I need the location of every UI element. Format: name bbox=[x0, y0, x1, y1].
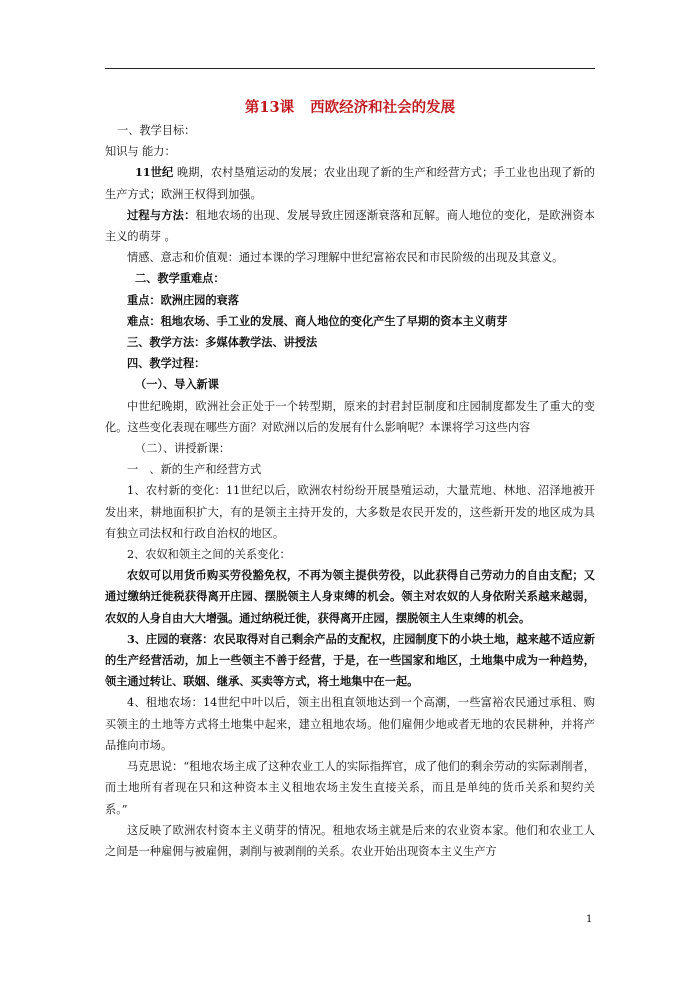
paragraph-process: 过程与方法：租地农场的出现、发展导致庄园逐渐衰落和瓦解。商人地位的变化，是欧洲资本主义的萌芽 。 bbox=[105, 207, 595, 244]
lesson-name: 西欧经济和社会的发展 bbox=[310, 99, 456, 116]
section-heading-methods: 三、教学方法：多媒体教学法、讲授法 bbox=[127, 335, 318, 350]
paragraph-knowledge: 11世纪 晚期，农村垦殖运动的发展；农业出现了新的生产和经营方式；手工业也出现了新的生产方式；欧洲王权得到加强。 bbox=[105, 165, 595, 201]
paragraph-intro: 中世纪晚期，欧洲社会正处于一个转型期，原来的封君封臣制度和庄园制度都发生了重大的变化。这些变化表现在哪些方面？对欧洲以后的发展有什么影响呢？本课将学习这些内容 bbox=[105, 399, 595, 434]
paragraph-reflect: 这反映了欧洲农村资本主义萌芽的情况。租地农场主就是后来的农业资本家。他们和农业工人之间是一种雇佣与被雇佣，剥削与被剥削的关系。农业开始出现资本主义生产方 bbox=[105, 823, 595, 858]
subsection-heading: 一 、新的生产和经营方式 bbox=[127, 463, 262, 477]
paragraph-decline: 3、庄园的衰落：农民取得对自己剩余产品的支配权，庄园制度下的小块土地，越来越不适应新的生产经营活动，加上一些领主不善于经营，于是，在一些国家和地区，土地集中成为一种趋势，领主通过转让、联姻、继承、买卖等方式，将土地集中在一起。 bbox=[105, 631, 595, 689]
century-label: 11世纪 bbox=[135, 165, 174, 180]
step-heading-lecture: （二）、讲授新课： bbox=[135, 442, 231, 456]
header-rule bbox=[105, 68, 595, 69]
section-heading-objectives: 一、教学目标： bbox=[117, 124, 196, 137]
paragraph-serf: 农奴可以用货币购买劳役豁免权，不再为领主提供劳役，以此获得自己劳动力的自由支配；又通过缴纳迁徙税获得离开庄园、摆脱领主人身束缚的机会。领主对农奴的人身依附关系越来越弱，农奴的人身自由大大增强。通过纳税迁徙，获得离开庄园，摆脱领主人生束缚的机会。 bbox=[105, 568, 595, 625]
paragraph-relation: 2、农奴和领主之间的关系变化： bbox=[127, 548, 291, 562]
paragraph-farm: 4、租地农场：14世纪中叶以后，领主出租直领地达到一个高潮，一些富裕农民通过承租、购买领主的土地等方式将土地集中起来，建立租地农场。他们雇佣少地或者无地的农民耕种，并将产品推向市场。 bbox=[105, 696, 595, 752]
section-heading-key-points: 二、教学重难点： bbox=[135, 271, 225, 286]
page-number: 1 bbox=[586, 914, 593, 925]
page-title bbox=[105, 96, 595, 117]
step-heading-intro: （一）、导入新课 bbox=[135, 377, 219, 392]
lesson-number: 第13课 bbox=[244, 99, 295, 116]
section-heading-process: 四、教学过程： bbox=[127, 356, 206, 371]
key-point: 重点：欧洲庄园的衰落 bbox=[127, 292, 239, 307]
paragraph-emotion: 情感、意志和价值观：通过本课的学习理解中世纪富裕农民和市民阶级的出现及其意义。 bbox=[127, 251, 564, 265]
paragraph-marx-quote: 马克思说：“租地农场主成了这种农业工人的实际指挥官，成了他们的剩余劳动的实际剥削者，而土地所有者现在只和这种资本主义租地农场主发生直接关系，而且是单纯的货币关系和契约关系。” bbox=[105, 760, 595, 816]
process-label: 过程与方法： bbox=[127, 207, 196, 222]
document-body bbox=[105, 120, 595, 862]
knowledge-label: 知识与 能力： bbox=[105, 145, 176, 159]
paragraph-village: 1、农村新的变化：11世纪以后，欧洲农村纷纷开展垦殖运动，大量荒地、林地、沼泽地被开发出来，耕地面积扩大，有的是领主主持开发的，大多数是农民开发的，这些新开发的地区成为具有独立司法权和行政自治权的地区。 bbox=[105, 484, 595, 540]
difficult-point: 难点：租地农场、手工业的发展、商人地位的变化产生了早期的资本主义萌芽 bbox=[127, 313, 508, 328]
